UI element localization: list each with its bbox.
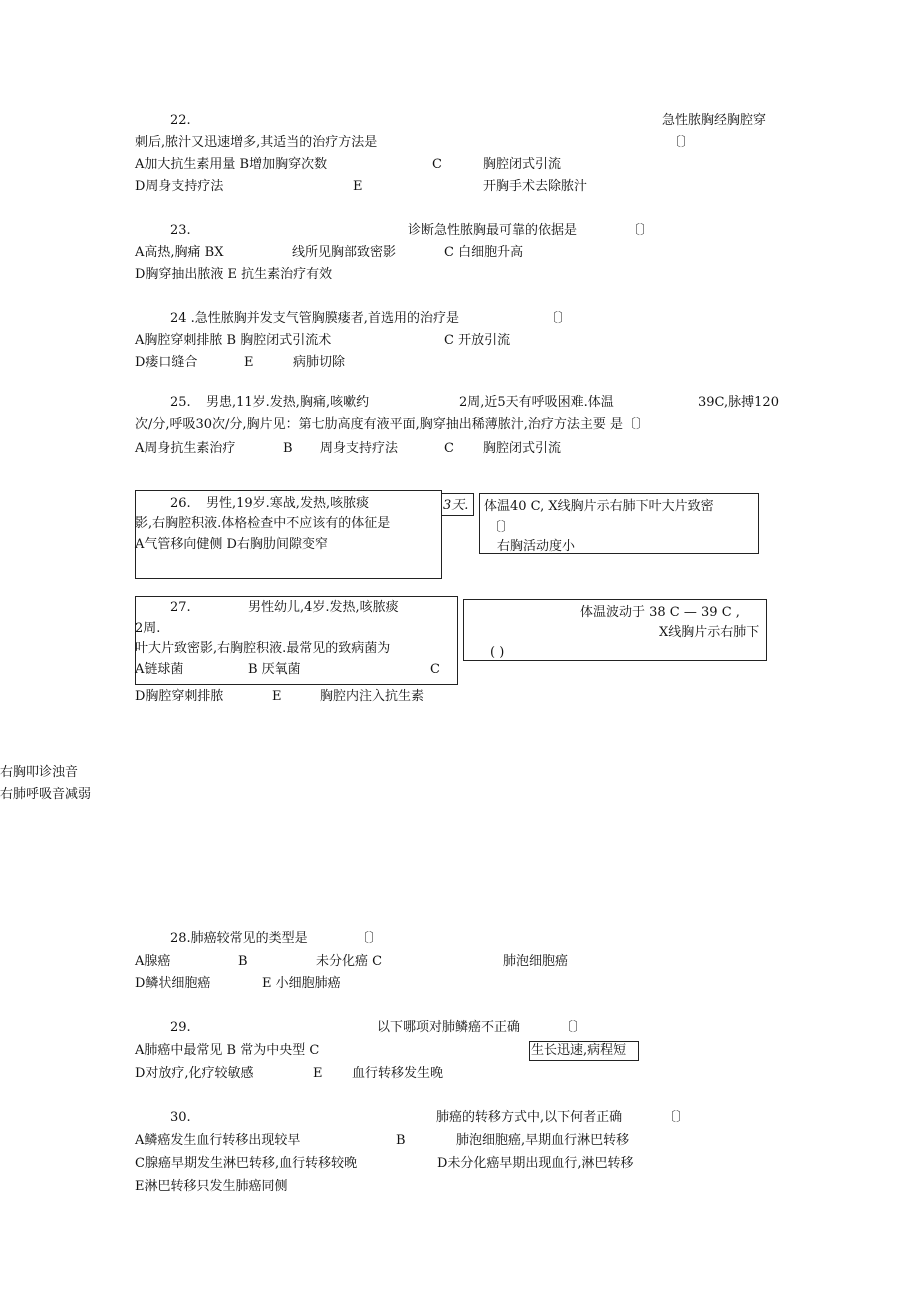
q27-stem-right: 体温波动于 38 C — 39 C , <box>580 605 740 620</box>
q26-stem-cont: 影,右胸腔积液.体格检查中不应该有的体征是 <box>135 516 391 531</box>
q22-stem: 急性脓胸经胸腔穿 <box>662 113 767 128</box>
stray-line-1: 右胸叩诊浊音 <box>0 765 79 780</box>
q27-option-e: 胸腔内注入抗生素 <box>320 689 425 704</box>
q22-option-c: 胸腔闭式引流 <box>483 157 562 172</box>
q29-stem: 以下哪项对肺鳞癌不正确 <box>377 1020 521 1035</box>
q25-option-b: 周身支持疗法 <box>320 441 399 456</box>
q30-stem: 肺癌的转移方式中,以下何者正确 <box>436 1110 623 1125</box>
q29-option-e-letter: E <box>313 1066 323 1081</box>
q28-stem: 28.肺癌较常见的类型是 <box>170 931 308 946</box>
q23-option-de: D胸穿抽出脓液 E 抗生素治疗有效 <box>135 267 333 282</box>
q29-option-c: 生长迅速,病程短 <box>531 1043 627 1058</box>
q25-stem-a: 男患,11岁.发热,胸痛,咳嗽约 <box>206 395 370 410</box>
q26-option-ab: A气管移向健侧 D右胸肋间隙变窄 <box>135 537 328 552</box>
q27-option-a: A链球菌 <box>135 662 184 677</box>
q24-option-e: 病肺切除 <box>293 355 346 370</box>
q24-option-c: C 开放引流 <box>444 333 511 348</box>
q27-answer-bracket: ( ) <box>490 645 505 660</box>
q25-stem-cont: 次/分,呼吸30次/分,胸片见：第七肋高度有液平面,胸穿抽出稀薄脓汁,治疗方法主要 是〔〕 <box>135 417 649 432</box>
q23-number: 23. <box>170 223 191 238</box>
q25-stem-c: 39C,脉搏120 <box>698 395 779 410</box>
q27-option-c-letter: C <box>430 662 440 677</box>
q29-number: 29. <box>170 1020 191 1035</box>
q23-answer-bracket: 〔〕 <box>627 223 654 238</box>
q22-answer-bracket: 〔〕 <box>668 135 695 150</box>
q25-option-c-letter: C <box>444 441 454 456</box>
q22-option-e: 开胸手术去除脓汁 <box>483 179 588 194</box>
q26-option-right: 右胸活动度小 <box>497 539 576 554</box>
q24-answer-bracket: 〔〕 <box>545 311 572 326</box>
q28-option-a: A腺癌 <box>135 954 171 969</box>
q25-option-c: 胸腔闭式引流 <box>483 441 562 456</box>
q28-option-b-letter: B <box>238 954 248 969</box>
q23-option-b: 线所见胸部致密影 <box>292 245 397 260</box>
q30-number: 30. <box>170 1110 191 1125</box>
q25-number: 25. <box>170 395 191 410</box>
q30-option-a: A鳞癌发生血行转移出现较早 <box>135 1133 301 1148</box>
q25-option-a: A周身抗生素治疗 <box>135 441 236 456</box>
q30-option-b-letter: B <box>396 1133 406 1148</box>
q26-number: 26. <box>170 496 191 511</box>
q22-number: 22. <box>170 113 191 128</box>
q24-option-e-letter: E <box>244 355 254 370</box>
q27-option-d: D胸腔穿刺排脓 <box>135 689 224 704</box>
q30-option-d: D未分化癌早期出现血行,淋巴转移 <box>437 1156 634 1171</box>
q27-option-e-letter: E <box>272 689 282 704</box>
q22-stem-cont: 刺后,脓汁又迅速增多,其适当的治疗方法是 <box>135 135 378 150</box>
q30-option-c: C腺癌早期发生淋巴转移,血行转移较晚 <box>135 1156 358 1171</box>
q28-option-c: 肺泡细胞癌 <box>503 954 569 969</box>
q22-option-d: D周身支持疗法 <box>135 179 224 194</box>
q23-option-a: A高热,胸痛 BX <box>135 245 224 260</box>
q24-option-d: D瘘口缝合 <box>135 355 198 370</box>
q28-option-b: 未分化癌 C <box>316 954 383 969</box>
q25-option-b-letter: B <box>283 441 293 456</box>
q27-stem-cont2: 叶大片致密影,右胸腔积液.最常见的致病菌为 <box>135 641 391 656</box>
q27-stem-right2: X线胸片示右肺下 <box>659 625 760 640</box>
q26-stem-right: 体温40 C, X线胸片示右肺下叶大片致密 <box>484 499 714 514</box>
q26-stem-a: 男性,19岁.寒战,发热,咳脓痰 <box>206 496 370 511</box>
q24-option-ab: A胸腔穿刺排脓 B 胸腔闭式引流术 <box>135 333 332 348</box>
q24-stem: 24 .急性脓胸并发支气管胸膜瘘者,首选用的治疗是 <box>170 311 459 326</box>
q28-option-e: E 小细胞肺癌 <box>262 976 341 991</box>
q28-option-d: D鳞状细胞癌 <box>135 976 211 991</box>
stray-line-2: 右肺呼吸音减弱 <box>0 787 92 802</box>
q28-answer-bracket: 〔〕 <box>356 931 383 946</box>
q22-option-e-letter: E <box>353 179 363 194</box>
q26-fragment: 3天. <box>443 498 469 513</box>
q27-stem-a: 男性幼儿,4岁.发热,咳脓痰 <box>248 600 399 615</box>
q29-option-ab: A肺癌中最常见 B 常为中央型 C <box>135 1043 320 1058</box>
q25-stem-b: 2周,近5天有呼吸困难.体温 <box>459 395 614 410</box>
q30-option-b: 肺泡细胞癌,早期血行淋巴转移 <box>456 1133 630 1148</box>
q26-answer-bracket: 〔〕 <box>488 520 515 535</box>
q29-option-e: 血行转移发生晚 <box>352 1066 444 1081</box>
q30-option-e: E淋巴转移只发生肺癌同侧 <box>135 1179 288 1194</box>
q30-answer-bracket: 〔〕 <box>663 1110 690 1125</box>
q23-option-c: C 白细胞升高 <box>444 245 524 260</box>
q29-option-d: D对放疗,化疗较敏感 <box>135 1066 254 1081</box>
q27-number: 27. <box>170 600 191 615</box>
q22-option-ab: A加大抗生素用量 B增加胸穿次数 <box>135 157 328 172</box>
q29-answer-bracket: 〔〕 <box>560 1020 587 1035</box>
q27-option-b: B 厌氧菌 <box>248 662 301 677</box>
q23-stem: 诊断急性脓胸最可靠的依据是 <box>408 223 578 238</box>
q27-stem-cont: 2周. <box>135 621 161 636</box>
q22-option-c-letter: C <box>432 157 442 172</box>
